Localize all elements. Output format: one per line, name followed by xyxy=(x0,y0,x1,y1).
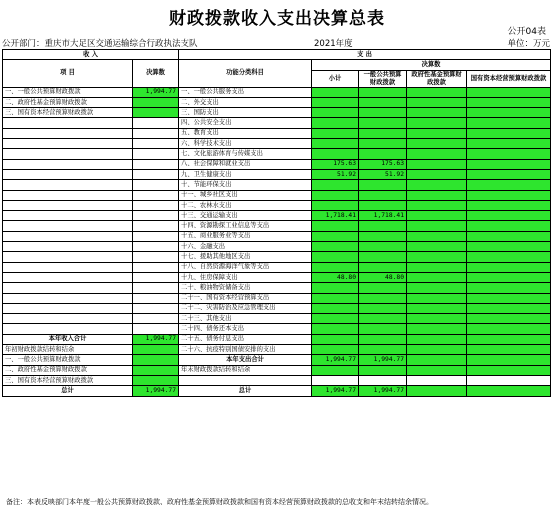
expense-item: 十六、金融支出 xyxy=(179,242,312,252)
income-value xyxy=(133,314,179,324)
income-item xyxy=(3,149,133,159)
expense-general xyxy=(359,180,407,190)
expense-gov-fund xyxy=(407,293,467,303)
expense-item xyxy=(179,375,312,385)
expense-gov-fund xyxy=(407,221,467,231)
report-note: 备注：本表反映部门本年度一般公共预算财政拨款、政府性基金预算财政拨款和国有资本经营预算财政拨款的总收支和年末结转结余情况。 xyxy=(6,498,433,506)
expense-item: 十五、商业服务业等支出 xyxy=(179,231,312,241)
expense-state-capital xyxy=(467,386,551,396)
income-value xyxy=(133,169,179,179)
expense-gov-fund xyxy=(407,118,467,128)
income-item: 三、国有资本经营预算财政拨款 xyxy=(3,108,133,118)
income-value xyxy=(133,355,179,365)
expense-general xyxy=(359,149,407,159)
income-value: 1,994.77 xyxy=(133,87,179,97)
expense-subtotal xyxy=(312,262,359,272)
expense-subtotal: 175.63 xyxy=(312,159,359,169)
func-header: 功能分类科目 xyxy=(179,60,312,87)
expense-subtotal xyxy=(312,303,359,313)
expense-state-capital xyxy=(467,345,551,355)
table-row xyxy=(3,169,551,179)
expense-subtotal xyxy=(312,283,359,293)
expense-gov-fund xyxy=(407,159,467,169)
expense-gov-fund xyxy=(407,314,467,324)
expense-subtotal: 1,994.77 xyxy=(312,355,359,365)
income-item: 本年收入合计 xyxy=(3,334,133,344)
expense-gov-fund xyxy=(407,190,467,200)
income-item xyxy=(3,159,133,169)
income-item: 总计 xyxy=(3,386,133,396)
income-value xyxy=(133,375,179,385)
table-row xyxy=(3,386,551,396)
expense-general xyxy=(359,324,407,334)
expense-subtotal: 1,994.77 xyxy=(312,386,359,396)
table-row xyxy=(3,334,551,344)
expense-item: 十一、城乡社区支出 xyxy=(179,190,312,200)
expense-gov-fund xyxy=(407,375,467,385)
income-item: 二、政府性基金预算财政拨款 xyxy=(3,97,133,107)
expense-item: 二十二、灾害防治及应急管理支出 xyxy=(179,303,312,313)
expense-subtotal xyxy=(312,324,359,334)
table-row xyxy=(3,231,551,241)
expense-state-capital xyxy=(467,262,551,272)
expense-state-capital xyxy=(467,375,551,385)
expense-gov-fund xyxy=(407,365,467,375)
expense-subtotal xyxy=(312,375,359,385)
expense-subtotal xyxy=(312,252,359,262)
expense-subtotal xyxy=(312,221,359,231)
income-item: 年初财政拨款结转和结余 xyxy=(3,345,133,355)
expense-state-capital xyxy=(467,231,551,241)
income-value xyxy=(133,221,179,231)
income-item xyxy=(3,272,133,282)
subtotal-header: 小计 xyxy=(312,70,359,87)
expense-item: 三、国防支出 xyxy=(179,108,312,118)
expense-state-capital xyxy=(467,169,551,179)
expense-general: 1,718.41 xyxy=(359,211,407,221)
income-item xyxy=(3,139,133,149)
expense-general xyxy=(359,97,407,107)
income-value xyxy=(133,108,179,118)
expense-subtotal xyxy=(312,108,359,118)
income-item xyxy=(3,242,133,252)
expense-general xyxy=(359,375,407,385)
expense-state-capital xyxy=(467,97,551,107)
expense-state-capital xyxy=(467,118,551,128)
expense-gov-fund xyxy=(407,87,467,97)
expense-subtotal xyxy=(312,345,359,355)
expense-general xyxy=(359,231,407,241)
income-item xyxy=(3,293,133,303)
expense-general xyxy=(359,118,407,128)
expense-state-capital xyxy=(467,303,551,313)
income-item xyxy=(3,180,133,190)
expense-subtotal xyxy=(312,180,359,190)
expense-general xyxy=(359,108,407,118)
expense-general xyxy=(359,200,407,210)
expense-subtotal xyxy=(312,200,359,210)
expense-item: 十七、援助其他地区支出 xyxy=(179,252,312,262)
income-value xyxy=(133,97,179,107)
expense-state-capital xyxy=(467,252,551,262)
expense-state-capital xyxy=(467,324,551,334)
income-value xyxy=(133,190,179,200)
expense-state-capital xyxy=(467,272,551,282)
income-item: 一、一般公共预算财政拨款 xyxy=(3,87,133,97)
income-item: 二、政府性基金预算财政拨款 xyxy=(3,365,133,375)
expense-item: 二十一、国有资本经营预算支出 xyxy=(179,293,312,303)
expense-state-capital xyxy=(467,128,551,138)
income-item xyxy=(3,221,133,231)
expense-subtotal: 1,718.41 xyxy=(312,211,359,221)
income-value xyxy=(133,242,179,252)
expense-state-capital xyxy=(467,283,551,293)
income-value xyxy=(133,128,179,138)
expense-state-capital xyxy=(467,334,551,344)
expense-item: 一、一般公共服务支出 xyxy=(179,87,312,97)
table-row xyxy=(3,303,551,313)
expense-item: 总计 xyxy=(179,386,312,396)
expense-item: 二十五、债务付息支出 xyxy=(179,334,312,344)
expense-gov-fund xyxy=(407,345,467,355)
expense-general xyxy=(359,87,407,97)
income-value xyxy=(133,365,179,375)
item-header: 项 目 xyxy=(3,60,133,87)
expense-item: 四、公共安全支出 xyxy=(179,118,312,128)
income-value xyxy=(133,200,179,210)
expense-gov-fund xyxy=(407,211,467,221)
income-value xyxy=(133,180,179,190)
income-item xyxy=(3,252,133,262)
expense-state-capital xyxy=(467,200,551,210)
expense-item: 十四、资源勘探工业信息等支出 xyxy=(179,221,312,231)
expense-gov-fund xyxy=(407,242,467,252)
expense-general xyxy=(359,365,407,375)
expense-state-capital xyxy=(467,211,551,221)
income-value xyxy=(133,252,179,262)
expense-state-capital xyxy=(467,180,551,190)
budget-header: 决算数 xyxy=(133,60,179,87)
expense-gov-fund xyxy=(407,180,467,190)
table-row xyxy=(3,159,551,169)
form-number: 公开04表 xyxy=(507,27,546,37)
income-value xyxy=(133,159,179,169)
table-row xyxy=(3,272,551,282)
expense-state-capital xyxy=(467,221,551,231)
expense-gov-fund xyxy=(407,303,467,313)
income-value xyxy=(133,211,179,221)
expense-state-capital xyxy=(467,139,551,149)
table-row xyxy=(3,355,551,365)
expense-state-capital xyxy=(467,190,551,200)
income-header: 收 入 xyxy=(3,50,179,60)
expense-general xyxy=(359,242,407,252)
income-value xyxy=(133,149,179,159)
expense-gov-fund xyxy=(407,149,467,159)
expense-general xyxy=(359,283,407,293)
expense-subtotal xyxy=(312,314,359,324)
expense-item: 二十三、其他支出 xyxy=(179,314,312,324)
income-value xyxy=(133,303,179,313)
expense-header: 支 出 xyxy=(179,50,551,60)
expense-state-capital xyxy=(467,108,551,118)
expense-gov-fund xyxy=(407,272,467,282)
income-item: 一、一般公共预算财政拨款 xyxy=(3,355,133,365)
income-value xyxy=(133,324,179,334)
table-row xyxy=(3,128,551,138)
table-row xyxy=(3,139,551,149)
expense-general xyxy=(359,334,407,344)
expense-general: 1,994.77 xyxy=(359,386,407,396)
expense-item: 本年支出合计 xyxy=(179,355,312,365)
expense-state-capital xyxy=(467,159,551,169)
expense-general xyxy=(359,262,407,272)
expense-item: 五、教育支出 xyxy=(179,128,312,138)
expense-subtotal: 51.92 xyxy=(312,169,359,179)
expense-item: 十、节能环保支出 xyxy=(179,180,312,190)
budget-table xyxy=(2,49,551,397)
income-value xyxy=(133,139,179,149)
report-meta-row xyxy=(2,37,550,49)
expense-state-capital xyxy=(467,293,551,303)
expense-subtotal xyxy=(312,293,359,303)
expense-general xyxy=(359,252,407,262)
expense-subtotal xyxy=(312,190,359,200)
income-item xyxy=(3,283,133,293)
table-row xyxy=(3,365,551,375)
report-title: 财政拨款收入支出决算总表 xyxy=(169,9,385,29)
expense-gov-fund xyxy=(407,324,467,334)
income-value: 1,994.77 xyxy=(133,386,179,396)
expense-gov-fund xyxy=(407,355,467,365)
expense-gov-fund xyxy=(407,283,467,293)
income-value xyxy=(133,118,179,128)
table-row xyxy=(3,324,551,334)
expense-general xyxy=(359,303,407,313)
expense-item: 六、科学技术支出 xyxy=(179,139,312,149)
expense-state-capital xyxy=(467,314,551,324)
expense-item: 二十四、债务还本支出 xyxy=(179,324,312,334)
expense-gov-fund xyxy=(407,139,467,149)
income-value xyxy=(133,293,179,303)
expense-general xyxy=(359,128,407,138)
table-row xyxy=(3,262,551,272)
income-value: 1,994.77 xyxy=(133,334,179,344)
expense-item: 九、卫生健康支出 xyxy=(179,169,312,179)
income-item xyxy=(3,169,133,179)
income-value xyxy=(133,283,179,293)
expense-item: 二、外交支出 xyxy=(179,97,312,107)
expense-gov-fund xyxy=(407,97,467,107)
income-item xyxy=(3,231,133,241)
gov-header: 政府性基金预算财政拨款 xyxy=(407,70,467,87)
expense-state-capital xyxy=(467,365,551,375)
expense-subtotal xyxy=(312,97,359,107)
income-item xyxy=(3,262,133,272)
expense-general xyxy=(359,293,407,303)
expense-general: 175.63 xyxy=(359,159,407,169)
expense-general xyxy=(359,139,407,149)
table-row xyxy=(3,221,551,231)
table-row xyxy=(3,118,551,128)
table-row xyxy=(3,180,551,190)
expense-general: 48.80 xyxy=(359,272,407,282)
expense-item: 十八、自然资源海洋气象等支出 xyxy=(179,262,312,272)
income-value xyxy=(133,262,179,272)
income-item xyxy=(3,303,133,313)
expense-item: 年末财政拨款结转和结余 xyxy=(179,365,312,375)
income-value xyxy=(133,231,179,241)
expense-subtotal xyxy=(312,139,359,149)
expense-gov-fund xyxy=(407,231,467,241)
expense-item: 八、社会保障和就业支出 xyxy=(179,159,312,169)
table-row xyxy=(3,108,551,118)
expense-item: 七、文化旅游体育与传媒支出 xyxy=(179,149,312,159)
expense-subtotal xyxy=(312,128,359,138)
unit-label: 单位：万元 xyxy=(507,39,550,49)
department-label: 公开部门：重庆市大足区交通运输综合行政执法支队 xyxy=(2,39,198,49)
expense-gov-fund xyxy=(407,200,467,210)
expense-state-capital xyxy=(467,87,551,97)
expense-state-capital xyxy=(467,149,551,159)
table-row xyxy=(3,293,551,303)
gen-header: 一般公共预算财政拨款 xyxy=(359,70,407,87)
expense-state-capital xyxy=(467,242,551,252)
expense-item: 二十六、抗疫特别国债安排的支出 xyxy=(179,345,312,355)
expense-subtotal xyxy=(312,149,359,159)
income-item: 三、国有资本经营预算财政拨款 xyxy=(3,375,133,385)
expense-subtotal xyxy=(312,87,359,97)
expense-gov-fund xyxy=(407,334,467,344)
expense-gov-fund xyxy=(407,262,467,272)
expense-state-capital xyxy=(467,355,551,365)
income-item xyxy=(3,211,133,221)
expense-general xyxy=(359,190,407,200)
table-row xyxy=(3,87,551,97)
table-row xyxy=(3,200,551,210)
income-item xyxy=(3,324,133,334)
income-item xyxy=(3,128,133,138)
table-row xyxy=(3,211,551,221)
table-row xyxy=(3,242,551,252)
expense-subtotal: 48.80 xyxy=(312,272,359,282)
income-item xyxy=(3,190,133,200)
expense-gov-fund xyxy=(407,108,467,118)
income-value xyxy=(133,272,179,282)
expense-gov-fund xyxy=(407,386,467,396)
expense-gov-fund xyxy=(407,128,467,138)
state-header: 国有资本经营预算财政拨款 xyxy=(467,70,551,87)
income-item xyxy=(3,314,133,324)
expense-general xyxy=(359,221,407,231)
table-row xyxy=(3,190,551,200)
table-row xyxy=(3,149,551,159)
expense-gov-fund xyxy=(407,169,467,179)
expense-subtotal xyxy=(312,231,359,241)
table-row xyxy=(3,97,551,107)
expense-general xyxy=(359,345,407,355)
table-row xyxy=(3,314,551,324)
expense-general: 1,994.77 xyxy=(359,355,407,365)
expense-item: 十三、交通运输支出 xyxy=(179,211,312,221)
expense-item: 二十、粮油物资储备支出 xyxy=(179,283,312,293)
expense-subtotal xyxy=(312,118,359,128)
expense-subtotal xyxy=(312,242,359,252)
table-row xyxy=(3,283,551,293)
table-row xyxy=(3,375,551,385)
income-value xyxy=(133,345,179,355)
table-row xyxy=(3,345,551,355)
expense-subtotal xyxy=(312,334,359,344)
income-item xyxy=(3,118,133,128)
expense-item: 十九、住房保障支出 xyxy=(179,272,312,282)
expense-general xyxy=(359,314,407,324)
table-row xyxy=(3,252,551,262)
final-header: 决算数 xyxy=(312,60,551,70)
income-item xyxy=(3,200,133,210)
expense-item: 十二、农林水支出 xyxy=(179,200,312,210)
expense-general: 51.92 xyxy=(359,169,407,179)
expense-gov-fund xyxy=(407,252,467,262)
expense-subtotal xyxy=(312,365,359,375)
year-label: 2021年度 xyxy=(314,39,353,49)
